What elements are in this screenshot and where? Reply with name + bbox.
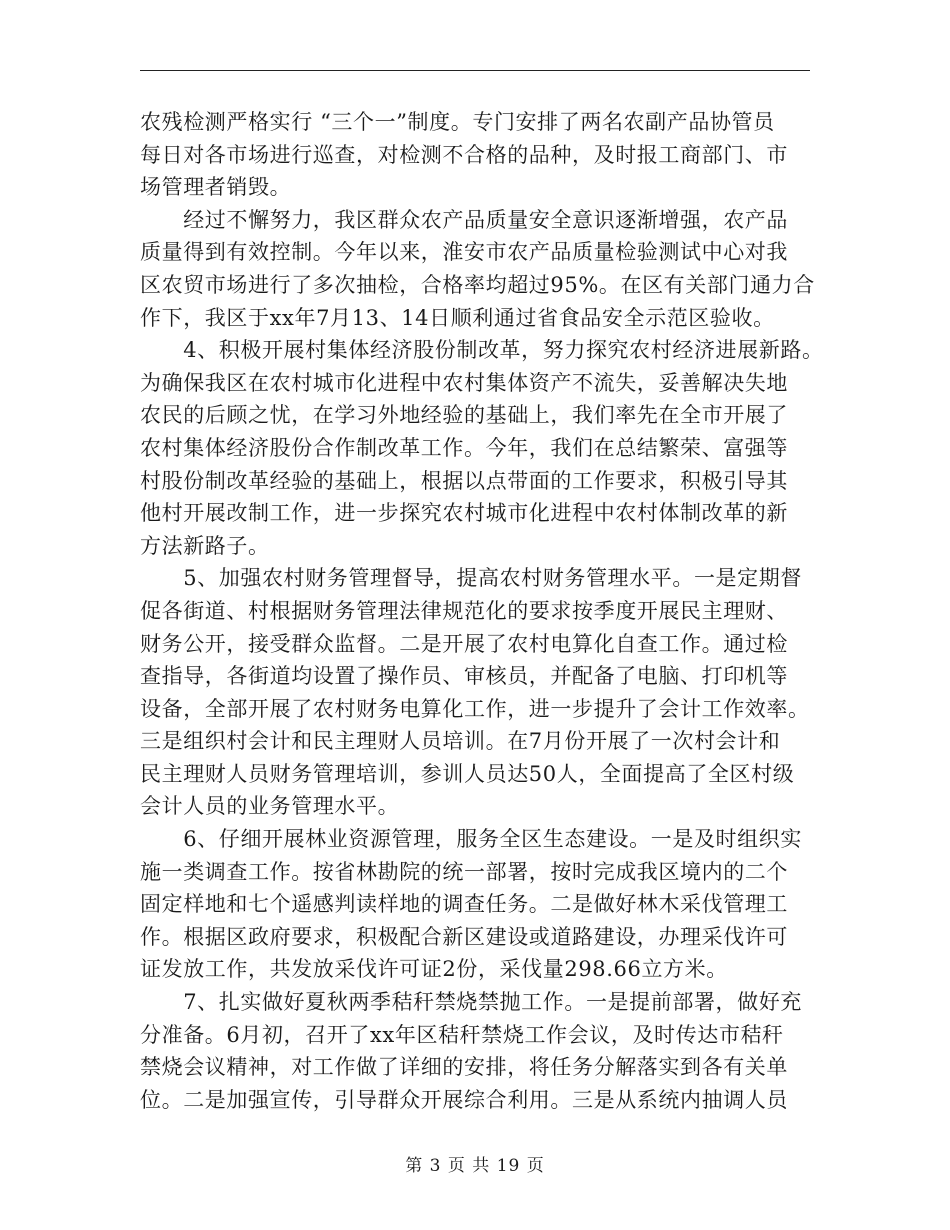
paragraph-1: 农残检测严格实行 “三个一”制度。专门安排了两名农副产品协管员 每日对各市场进行巡查，对检测不合格的品种，及时报工商部门、市 场管理者销毁。: [140, 110, 788, 200]
paragraph-6: 7、扎实做好夏秋两季秸秆禁烧禁抛工作。一是提前部署，做好充 分准备。6月初，召开了xx年区秸秆禁烧工作会议，及时传达市秸秆 禁烧会议精神，对工作做了详细的安排，将任务分解落实到各有关单 位。二是加强宣传，引导群众开展综合利用。三是从系统内抽调人员: [140, 990, 802, 1112]
paragraph-5: 6、仔细开展林业资源管理，服务全区生态建设。一是及时组织实 施一类调查工作。按省林勘院的统一部署，按时完成我区境内的二个 固定样地和七个遥感判读样地的调查任务。二是做好林木采伐管理工 作。根据区政府要求，积极配合新区建设或道路建设，办理采伐许可 证发放工作，共发放采伐许可证2份，采伐量298.66立方米。: [140, 827, 802, 982]
paragraph-2: 经过不懈努力，我区群众农产品质量安全意识逐渐增强，农产品 质量得到有效控制。今年以来，淮安市农产品质量检验测试中心对我 区农贸市场进行了多次抽检，合格率均超过95%。在区有关部门通力合 作下，我区于xx年7月13、14日顺利通过省食品安全示范区验收。: [140, 207, 815, 330]
page-number: 第 3 页 共 19 页: [405, 1156, 545, 1176]
header-rule: [140, 70, 810, 71]
paragraph-3: 4、积极开展村集体经济股份制改革，努力探究农村经济进展新路。 为确保我区在农村城市化进程中农村集体资产不流失，妥善解决失地 农民的后顾之忧，在学习外地经验的基础上，我们率先在全市开展了 农村集体经济股份合作制改革工作。今年，我们在总结繁荣、富强等 村股份制改革经验的基础上，根据以点带面的工作要求，积极引导其 他村开展改制工作，进一步探究农村城市化进程中农村体制改革的新 方法新路子。: [140, 338, 824, 558]
paragraph-4: 5、加强农村财务管理督导，提高农村财务管理水平。一是定期督 促各街道、村根据财务管理法律规范化的要求按季度开展民主理财、 财务公开，接受群众监督。二是开展了农村电算化自查工作。通过检 查指导，各街道均设置了操作员、审核员，并配备了电脑、打印机等 设备，全部开展了农村财务电算化工作，进一步提升了会计工作效率。 三是组织村会计和民主理财人员培训。在7月份开展了一次村会计和 民主理财人员财务管理培训，参训人员达50人，全面提高了全区村级 会计人员的业务管理水平。: [140, 566, 810, 819]
document-body: [140, 106, 830, 1116]
